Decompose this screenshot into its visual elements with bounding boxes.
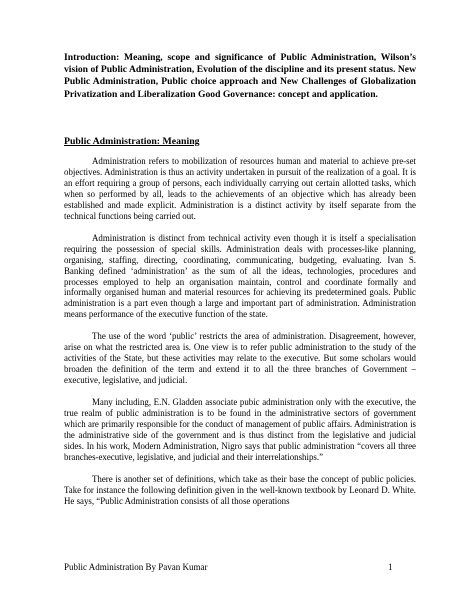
page-number: 1 (388, 562, 393, 572)
body-text (64, 156, 416, 518)
footer-title: Public Administration By Pavan Kumar (64, 562, 208, 572)
section-heading: Public Administration: Meaning (64, 136, 200, 147)
intro-heading: Introduction: Meaning, scope and significance of Public Administration, Wilson’s vision of Public Administration, Evolution of the discipline and its present status. New Public Administration, Public choice approach and New Challenges of Globalization Privatization and Liberalization Good Governance: concept and application. (64, 52, 416, 100)
paragraph: Administration refers to mobilization of resources human and material to achieve pre-set objectives. Administration is thus an activity undertaken in pursuit of the realization of a goal. It is an effort requiring a group of persons, each individually carrying out certain allotted tasks, which when so performed by all, leads to the achievements of an objective which has already been established and made explicit. Administration is a distinct activity by itself separate from the technical functions being carried out. (64, 156, 416, 221)
paragraph: Administration is distinct from technical activity even though it is itself a specialisation requiring the possession of special skills. Administration deals with processes-like planning, organising, staffing, directing, coordinating, communicating, budgeting, evaluating. Ivan S. Banking defined ‘administration’ as the sum of all the ideas, technologies, procedures and processes employed to help an organisation maintain, control and coordinate formally and informally organised human and material resources for achieving its predetermined goals. Public administration is a part even though a large and important part of administration. Administration means performance of the executive function of the state. (64, 232, 416, 320)
paragraph: The use of the word ‘public’ restricts the area of administration. Disagreement, however, arise on what the restricted area is. One view is to refer public administration to the study of the activities of the State, but these activities may relate to the executive. But some scholars would broaden the definition of the term and extend it to all the three branches of Government – executive, legislative, and judicial. (64, 331, 416, 386)
paragraph: There is another set of definitions, which take as their base the concept of public policies. Take for instance the following definition given in the well-known textbook by Leonard D. White. He says, “Public Administration consists of all those operations (64, 473, 416, 506)
paragraph: Many including, E.N. Gladden associate pubic administration only with the executive, the true realm of public administration is to be found in the administrative sectors of government which are primarily responsible for the conduct of management of public affairs. Administration is the administrative side of the government and is thus distinct from the legislative and judicial sides. In his work, Modern Administration, Nigro says that public administration “covers all three branches-executive, legislative, and judicial and their interrelationships.” (64, 397, 416, 462)
